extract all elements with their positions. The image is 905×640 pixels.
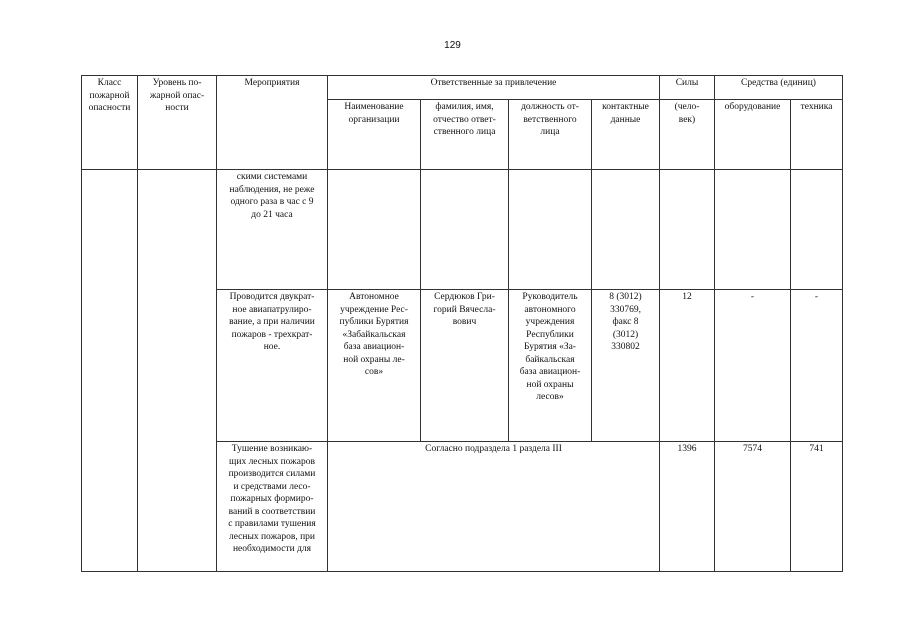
header-measures: Мероприятия [217,76,328,170]
vehicles-cell: - [791,290,843,442]
measures-cell: скими системами наблюдения, не реже одного раза в час с 9 до 21 часа [217,170,328,290]
header-responsible: Ответственные за привлечение [328,76,660,100]
people-cell: 12 [660,290,715,442]
position-cell: Руководитель автономного учреждения Республики Бурятия «За- байкальская база авиацион- ной охраны лесов» [509,290,592,442]
header-danger-level: Уровень по- жарной опас- ности [138,76,217,170]
table-row [82,170,843,290]
header-org-name: Наименование организации [328,100,421,170]
people-cell: 1396 [660,442,715,572]
header-means: Средства (единиц) [715,76,843,100]
position-cell [509,170,592,290]
vehicles-cell [791,170,843,290]
header-contacts: контактные данные [592,100,660,170]
header-fire-class: Класс пожарной опасности [82,76,138,170]
equipment-cell [715,170,791,290]
vehicles-cell: 741 [791,442,843,572]
responsible-merged-cell: Согласно подраздела 1 раздела III [328,442,660,572]
org-name-cell: Автономное учреждение Рес- публики Бурятия «Забайкальская база авиацион- ной охраны ле- сов» [328,290,421,442]
header-person-name: фамилия, имя, отчество ответ- ственного лица [421,100,509,170]
people-cell [660,170,715,290]
fire-measures-table [81,75,843,572]
header-forces: Силы [660,76,715,100]
org-name-cell [328,170,421,290]
measures-cell: Проводится двукрат- ное авиапатрулиро- вание, а при наличии пожаров - трехкрат- ное. [217,290,328,442]
header-people: (чело- век) [660,100,715,170]
page-number: 129 [444,40,461,51]
contacts-cell [592,170,660,290]
header-equipment: оборудование [715,100,791,170]
fire-class-cell [82,170,138,572]
equipment-cell: 7574 [715,442,791,572]
person-name-cell [421,170,509,290]
header-position: должность от- ветственного лица [509,100,592,170]
equipment-cell: - [715,290,791,442]
contacts-cell: 8 (3012) 330769, факс 8 (3012) 330802 [592,290,660,442]
header-vehicles: техника [791,100,843,170]
measures-cell: Тушение возникаю- щих лесных пожаров производится силами и средствами лесо- пожарных формиро- ваний в соответствии с правилами тушения лесных пожаров, при необходимости для [217,442,328,572]
person-name-cell: Сердюков Гри- горий Вячесла- вович [421,290,509,442]
danger-level-cell [138,170,217,572]
